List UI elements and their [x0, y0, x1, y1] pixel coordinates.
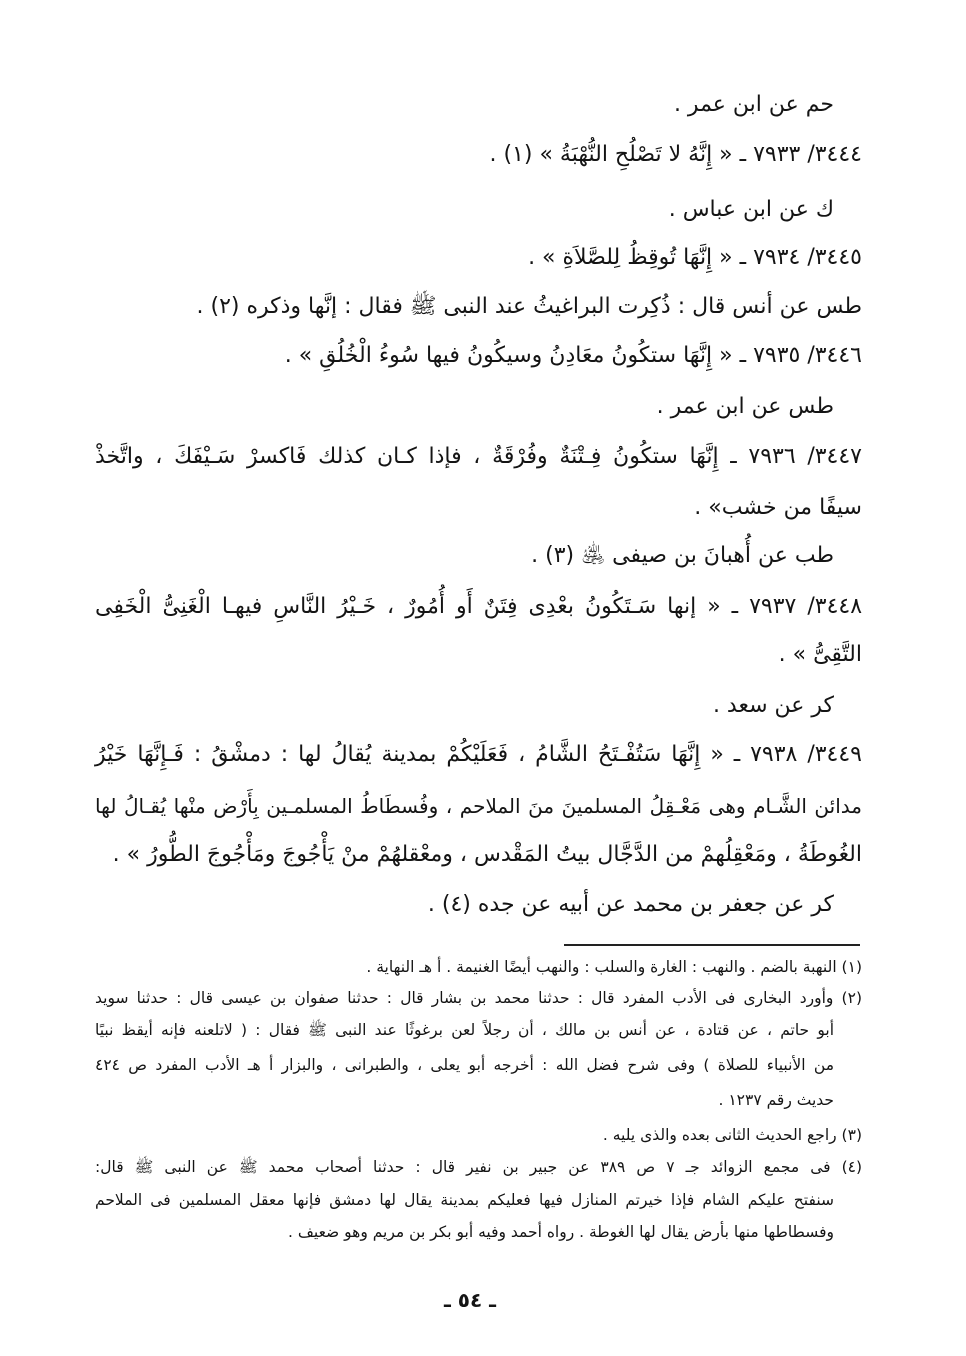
source-line: طس عن ابن عمر .	[656, 394, 834, 419]
source-line: كر عن سعد .	[712, 693, 834, 718]
hadith-line: ٣٤٤٤/ ٧٩٣٣ ـ « إِنَّهُ لا تَصْلُحِ النُّهْبَةُ » (١) .	[489, 142, 862, 167]
hadith-continuation-line: سيفًا من خشب» .	[694, 495, 862, 520]
footnote-line: (٢) وأورد البخارى فى الأدب المفرد قال : حدثنا محمد بن بشار قال : حدثنا صفوان بن عيسى قال : حدثنا سويد	[95, 989, 862, 1007]
hadith-line: ٣٤٤٨/ ٧٩٣٧ ـ « إنها سَـتَكُونُ بعْدِى فِتَنٌ أَو أُمُورٌ ، خَـيْرُ النَّاسِ فيهـا الْغَنِىُّ الْخَفِى	[95, 594, 863, 619]
footnote-line: (٣) راجع الحديث الثانى بعده والذى يليه .	[602, 1126, 862, 1144]
hadith-line: ٣٤٤٧/ ٧٩٣٦ ـ إِنَّهَا ستكُونُ فِـتْنَةٌ وفُرْقَةٌ ، فإذا كـان كذلك فَاكسرْ سَـيْفَكَ ، واتَّخذْ	[95, 444, 862, 469]
hadith-continuation-line: مدائن الشَّـام وهى مَعْـقِلُ المسلمينَ منَ الملاحم ، وفُسطَاطُ المسلمـين بِأَرْض منْها يُقـالُ لها	[95, 794, 862, 818]
source-line: ك عن ابن عباس .	[668, 197, 834, 222]
hadith-line: ٣٤٤٩/ ٧٩٣٨ ـ « إِنَّهَا سَتُفْـتَحُ الشَّامُ ، فَعَلَيْكُمْ بمدينة يُقالُ لها : دمشْقُ : فَـإِنَّهَا خَيْرُ	[95, 742, 862, 767]
footnote-line: وفسطاطها منها بأرض يقال لها الغوطة . رواه أحمد وفيه أبو بكر بن مريم وهو ضعيف .	[288, 1223, 834, 1241]
footnote-line: (١) النهبة بالضم . والنهب : الغارة والسلب : والنهب أيضًا الغنيمة . أ هـ النهاية .	[366, 958, 862, 976]
hadith-continuation-line: الغُوطَةُ ، ومَعْقِلُهمْ من الدَّجَّال بيتُ المَقْدس ، ومعْقلهُمْ منْ يَأْجُوجَ ومَأْجُوجَ الطُّورُ » .	[112, 842, 862, 867]
page-number: ـ ٥٤ ـ	[443, 1288, 497, 1312]
footnote-separator	[564, 944, 860, 946]
footnote-line: حديث رقم ١٢٣٧ .	[718, 1091, 834, 1109]
source-line: كر عن جعفر بن محمد عن أبيه عن جده (٤) .	[427, 892, 834, 917]
source-line: طس عن أنس قال : ذُكِرت البراغيثُ عند النبى ﷺ فقال : إنَّها وذكره (٢) .	[196, 294, 862, 319]
source-line: حم عن ابن عمر .	[673, 92, 834, 117]
hadith-line: ٣٤٤٥/ ٧٩٣٤ ـ « إِنَّهَا تُوقِظُ لِلصَّلاَةِ » .	[528, 245, 862, 270]
source-line: طب عن أُهبانَ بن صيفى ﵁ (٣) .	[531, 543, 834, 568]
footnote-line: (٤) فى مجمع الزوائد جـ ٧ ص ٣٨٩ عن جبير بن نفير قال : حدثنا أصحاب محمد ﷺ عن النبى ﷺ قال:	[95, 1158, 863, 1176]
hadith-continuation-line: التَّقِىُّ » .	[778, 642, 862, 667]
footnote-line: من الأنبياء للصلاة ) وفى شرح فضل الله : أخرجه أبو يعلى ، والطبرانى ، والبزار أ هـ الأدب المفرد ص ٤٢٤	[95, 1056, 834, 1074]
hadith-line: ٣٤٤٦/ ٧٩٣٥ ـ « إِنَّهَا ستكُونُ معَادِنُ وسيكُونُ فيها سُوءُ الْخُلُقِ » .	[284, 343, 862, 368]
footnote-line: سنفتح عليكم الشام فإذا خيرتم المنازل فيها فعليكم بمدينة يقال لها دمشق فإنها معقل المسلمين فى الملاحم	[95, 1191, 834, 1209]
footnote-line: أبو حاتم ، عن قتادة ، عن أنس بن مالك ، أن رجلاً لعن برغوثًا عند النبى ﷺ فقال : ( لاتلعنه فإنه أيقظ نبيًا	[95, 1021, 834, 1039]
